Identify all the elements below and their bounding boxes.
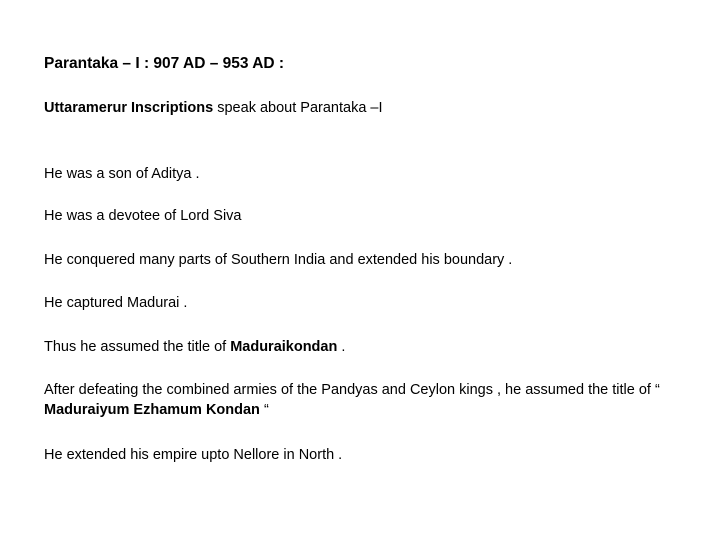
point-devotee-siva: He was a devotee of Lord Siva (44, 208, 242, 224)
intro-bold-inscriptions: Inscriptions (131, 100, 214, 116)
point-son-of-aditya: He was a son of Aditya . (44, 166, 200, 182)
p6-bold: Maduraiyum Ezhamum Kondan (44, 402, 260, 418)
p6-post: “ (259, 402, 269, 418)
p6-pre: After defeating the combined armies of the Pandyas and Ceylon kings , he assumed the title of “ (44, 382, 660, 398)
point-defeating-armies (44, 380, 664, 420)
intro-rest: speak about Parantaka –I (213, 100, 383, 116)
point-title-maduraikondan (44, 337, 345, 357)
intro-line (44, 98, 383, 118)
point-captured-madurai: He captured Madurai . (44, 295, 188, 311)
slide-title: Parantaka – I : 907 AD – 953 AD : (44, 55, 285, 72)
p5-post: . (337, 339, 346, 355)
p5-bold: Maduraikondan (230, 339, 338, 355)
point-conquered-south: He conquered many parts of Southern India and extended his boundary . (44, 252, 513, 268)
p5-pre: Thus he assumed the title of (44, 339, 231, 355)
point-extended-nellore: He extended his empire upto Nellore in North . (44, 447, 343, 463)
intro-bold-uttaramerur: Uttaramerur (44, 100, 127, 116)
